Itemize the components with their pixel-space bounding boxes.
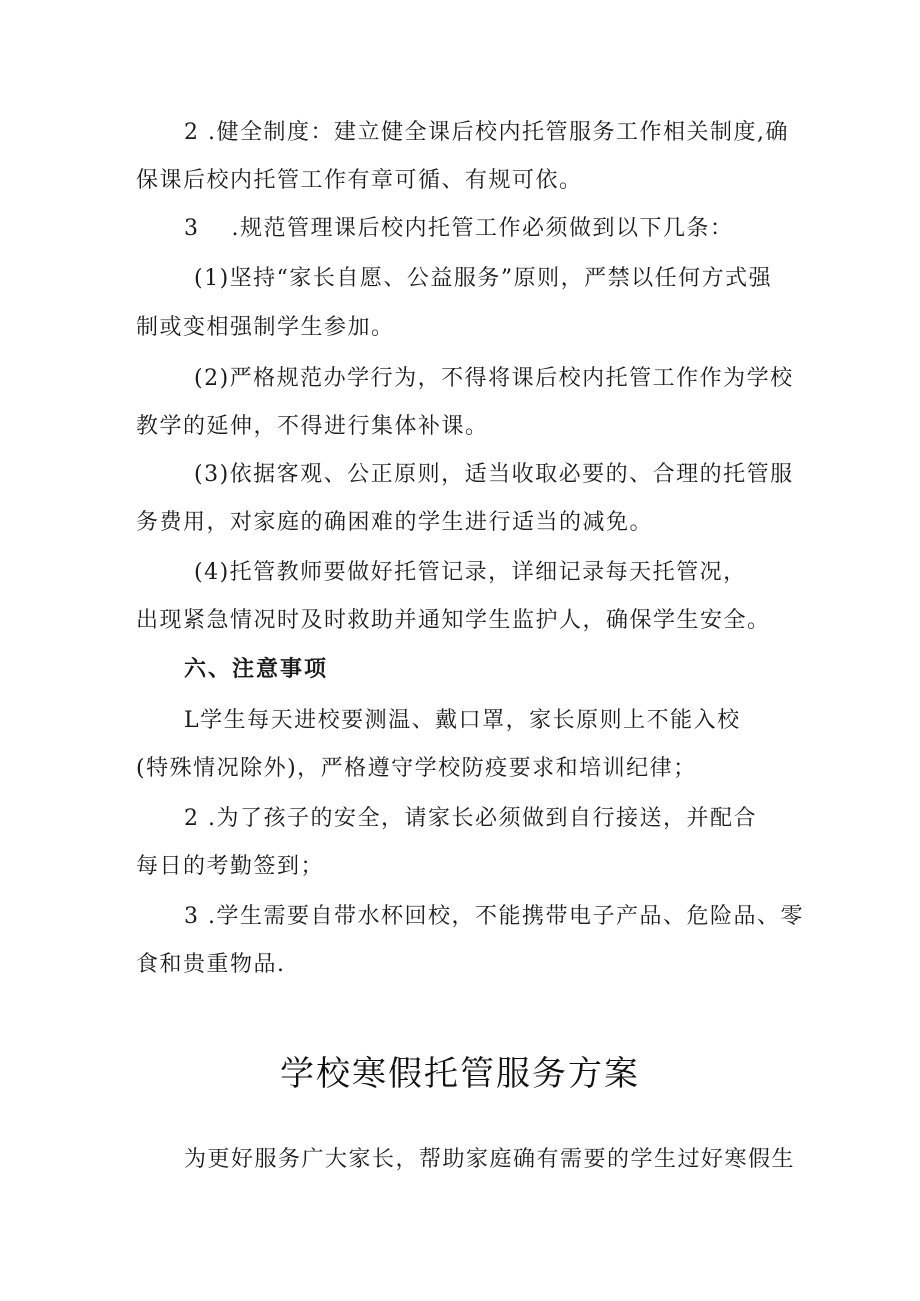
sub-2-line-2: 教学的延伸，不得进行集体补课。 [136,414,489,439]
sub-3-line-2: 务费用，对家庭的确困难的学生进行适当的减免。 [136,510,654,535]
notice-2-line-2: 每日的考勤签到； [136,854,325,879]
sub-3-line-1: (3)依据客观、公正原则，适当收取必要的、合理的托管服 [194,462,794,487]
sub-4-line-2: 出现紧急情况时及时救助并通知学生监护人，确保学生安全。 [136,608,771,633]
item-2-line-1: 2 .健全制度：建立健全课后校内托管服务工作相关制度,确 [184,120,789,145]
item-2-line-2: 保课后校内托管工作有章可循、有规可依。 [136,168,583,193]
sub-1-line-2: 制或变相强制学生参加。 [136,315,395,340]
item-3-line: 3 .规范管理课后校内托管工作必须做到以下几条： [184,216,734,241]
notice-1-line-1: L学生每天进校要测温、戴口罩，家长原则上不能入校 [184,708,741,733]
notice-2-line-1: 2 .为了孩子的安全，请家长必须做到自行接送，并配合 [184,806,757,831]
intro-line: 为更好服务广大家长，帮助家庭确有需要的学生过好寒假生 [184,1147,796,1172]
sub-1-line-1: (1)坚持“家长自愿、公益服务”原则，严禁以任何方式强 [194,266,773,291]
sub-4-line-1: (4)托管教师要做好托管记录，详细记录每天托管况， [194,560,747,585]
notice-1-line-2: (特殊情况除外)，严格遵守学校防疫要求和培训纪律； [136,756,697,781]
notice-3-line-1: 3 .学生需要自带水杯回校，不能携带电子产品、危险品、零 [184,904,804,929]
section-six-heading: 六、注意事项 [184,657,329,682]
notice-3-line-2: 食和贵重物品. [136,952,286,977]
sub-2-line-1: (2)严格规范办学行为，不得将课后校内托管工作作为学校 [194,366,794,391]
document-title: 学校寒假托管服务方案 [280,1054,640,1094]
